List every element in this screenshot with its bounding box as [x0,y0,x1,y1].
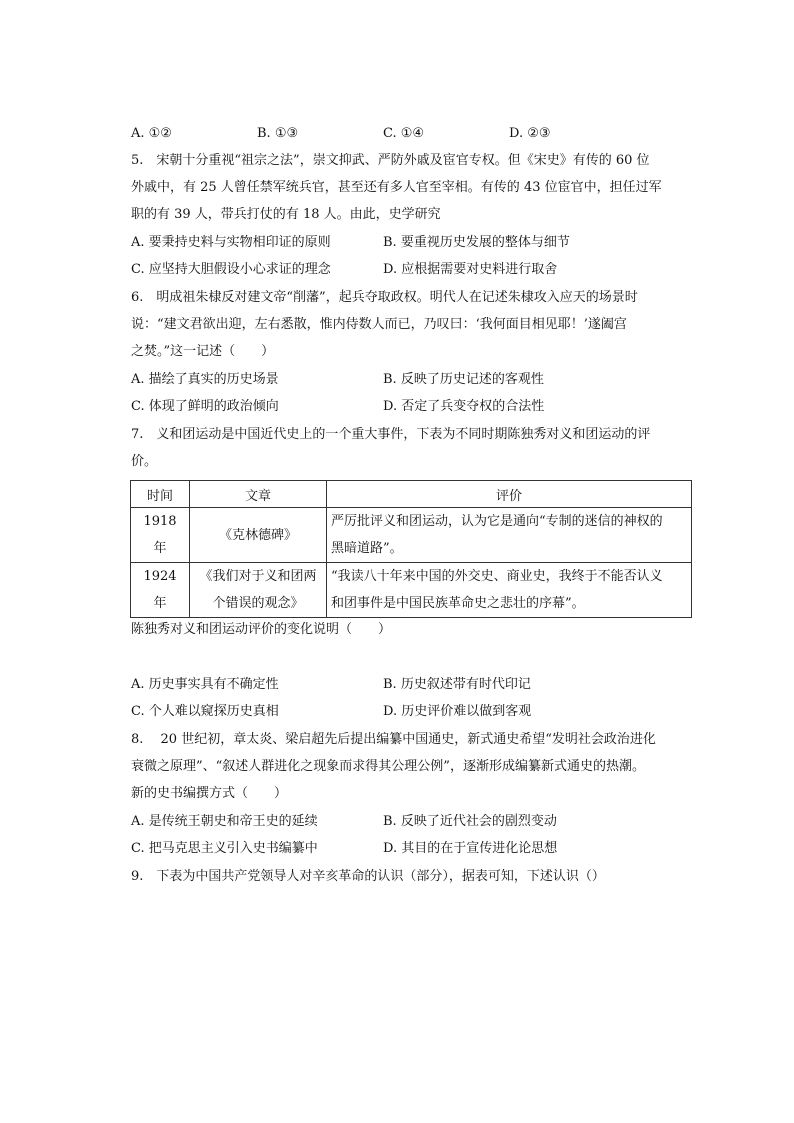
q8-option-a[interactable]: A. 是传统王朝史和帝王史的延续 [131,814,318,829]
cell-time: 1924 年 [131,563,190,618]
q8-option-d[interactable]: D. 其目的在于宣传进化论思想 [383,841,558,856]
cell-evaluation-line-1: 严厉批评义和团运动，认为它是通向“专制的迷信的神权的 [331,514,663,529]
q5-line-3: 职的有 39 人，带兵打仗的有 18 人。由此，史学研究 [131,207,441,222]
top-options [131,125,691,143]
cell-evaluation-line-2: 黑暗道路”。 [331,541,403,556]
q8-options-row-1 [131,813,691,831]
evaluation-table [130,480,692,618]
q8-line-1: 8. 20 世纪初，章太炎、梁启超先后提出编纂中国通史，新式通史希望“发明社会政治进化 [131,732,656,747]
q6-line-2: 说：“建文君欲出迎，左右悉散，惟内侍数人而已，乃叹曰：‘我何面目相见耶！’遂阖宫 [131,317,627,332]
q7-line-2: 价。 [131,454,158,469]
table-row [131,563,692,618]
q6-option-d[interactable]: D. 否定了兵变夺权的合法性 [383,399,545,414]
cell-evaluation-line-1: “我读八十年来中国的外交史、商业史，我终于不能否认义 [331,569,663,584]
q8-line-3: 新的史书编撰方式（ ） [131,786,288,801]
header-evaluation: 评价 [327,481,692,508]
option-d[interactable]: D. ②③ [509,126,551,141]
q8-line-2: 衰微之原理”、“叙述人群进化之现象而求得其公理公例”，逐渐形成编纂新式通史的热潮。 [131,759,645,774]
q5-option-d[interactable]: D. 应根据需要对史料进行取舍 [383,262,558,277]
cell-time: 1918 年 [131,508,190,563]
header-time: 时间 [131,481,190,508]
cell-article-line-2: 个错误的观念》 [212,596,304,611]
option-a[interactable]: A. ①② [131,126,172,141]
q8-option-c[interactable]: C. 把马克思主义引入史书编纂中 [131,841,318,856]
q7-option-d[interactable]: D. 历史评价难以做到客观 [383,704,532,719]
option-c[interactable]: C. ①④ [383,126,425,141]
q8-options-row-2 [131,840,691,858]
table-header-row [131,481,692,508]
q5-option-b[interactable]: B. 要重视历史发展的整体与细节 [383,235,570,250]
q7-option-c[interactable]: C. 个人难以窥探历史真相 [131,704,279,719]
cell-evaluation-line-2: 和团事件是中国民族革命史之悲壮的序幕”。 [331,596,585,611]
q5-line-2: 外戚中，有 25 人曾任禁军统兵官，甚至还有多人官至宰相。有传的 43 位宦官中，担任过军 [131,180,662,195]
option-b[interactable]: B. ①③ [257,126,299,141]
header-article: 文章 [190,481,327,508]
cell-evaluation [327,508,692,563]
q6-option-c[interactable]: C. 体现了鲜明的政治倾向 [131,399,279,414]
q7-options-row-1 [131,676,691,694]
q5-options-row-1 [131,234,691,252]
q5-options-row-2 [131,261,691,279]
table-row [131,508,692,563]
q7-options-row-2 [131,703,691,721]
q5-option-a[interactable]: A. 要秉持史料与实物相印证的原则 [131,235,331,250]
q6-options-row-1 [131,371,691,389]
q6-option-b[interactable]: B. 反映了历史记述的客观性 [383,372,544,387]
q6-options-row-2 [131,398,691,416]
q5-option-c[interactable]: C. 应坚持大胆假设小心求证的理念 [131,262,331,277]
cell-article: 《克林德碑》 [190,508,327,563]
q6-line-3: 之焚。”这一记述（ ） [131,344,275,359]
q5-line-1: 5. 宋朝十分重视“祖宗之法”，崇文抑武、严防外戚及宦官专权。但《宋史》有传的 60 位 [131,153,650,168]
q7-after-table: 陈独秀对义和团运动评价的变化说明（ ） [131,622,392,637]
q6-option-a[interactable]: A. 描绘了真实的历史场景 [131,372,279,387]
q7-line-1: 7. 义和团运动是中国近代史上的一个重大事件，下表为不同时期陈独秀对义和团运动的评 [131,427,651,442]
q9-line-1: 9. 下表为中国共产党领导人对辛亥革命的认识（部分），据表可知，下述认识（） [131,869,605,884]
cell-article-line-1: 《我们对于义和团两 [199,569,317,584]
cell-evaluation [327,563,692,618]
q6-line-1: 6. 明成祖朱棣反对建文帝“削藩”，起兵夺取政权。明代人在记述朱棣攻入应天的场景时 [131,290,638,305]
q7-option-b[interactable]: B. 历史叙述带有时代印记 [383,677,531,692]
q7-option-a[interactable]: A. 历史事实具有不确定性 [131,677,279,692]
cell-article [190,563,327,618]
q8-option-b[interactable]: B. 反映了近代社会的剧烈变动 [383,814,557,829]
